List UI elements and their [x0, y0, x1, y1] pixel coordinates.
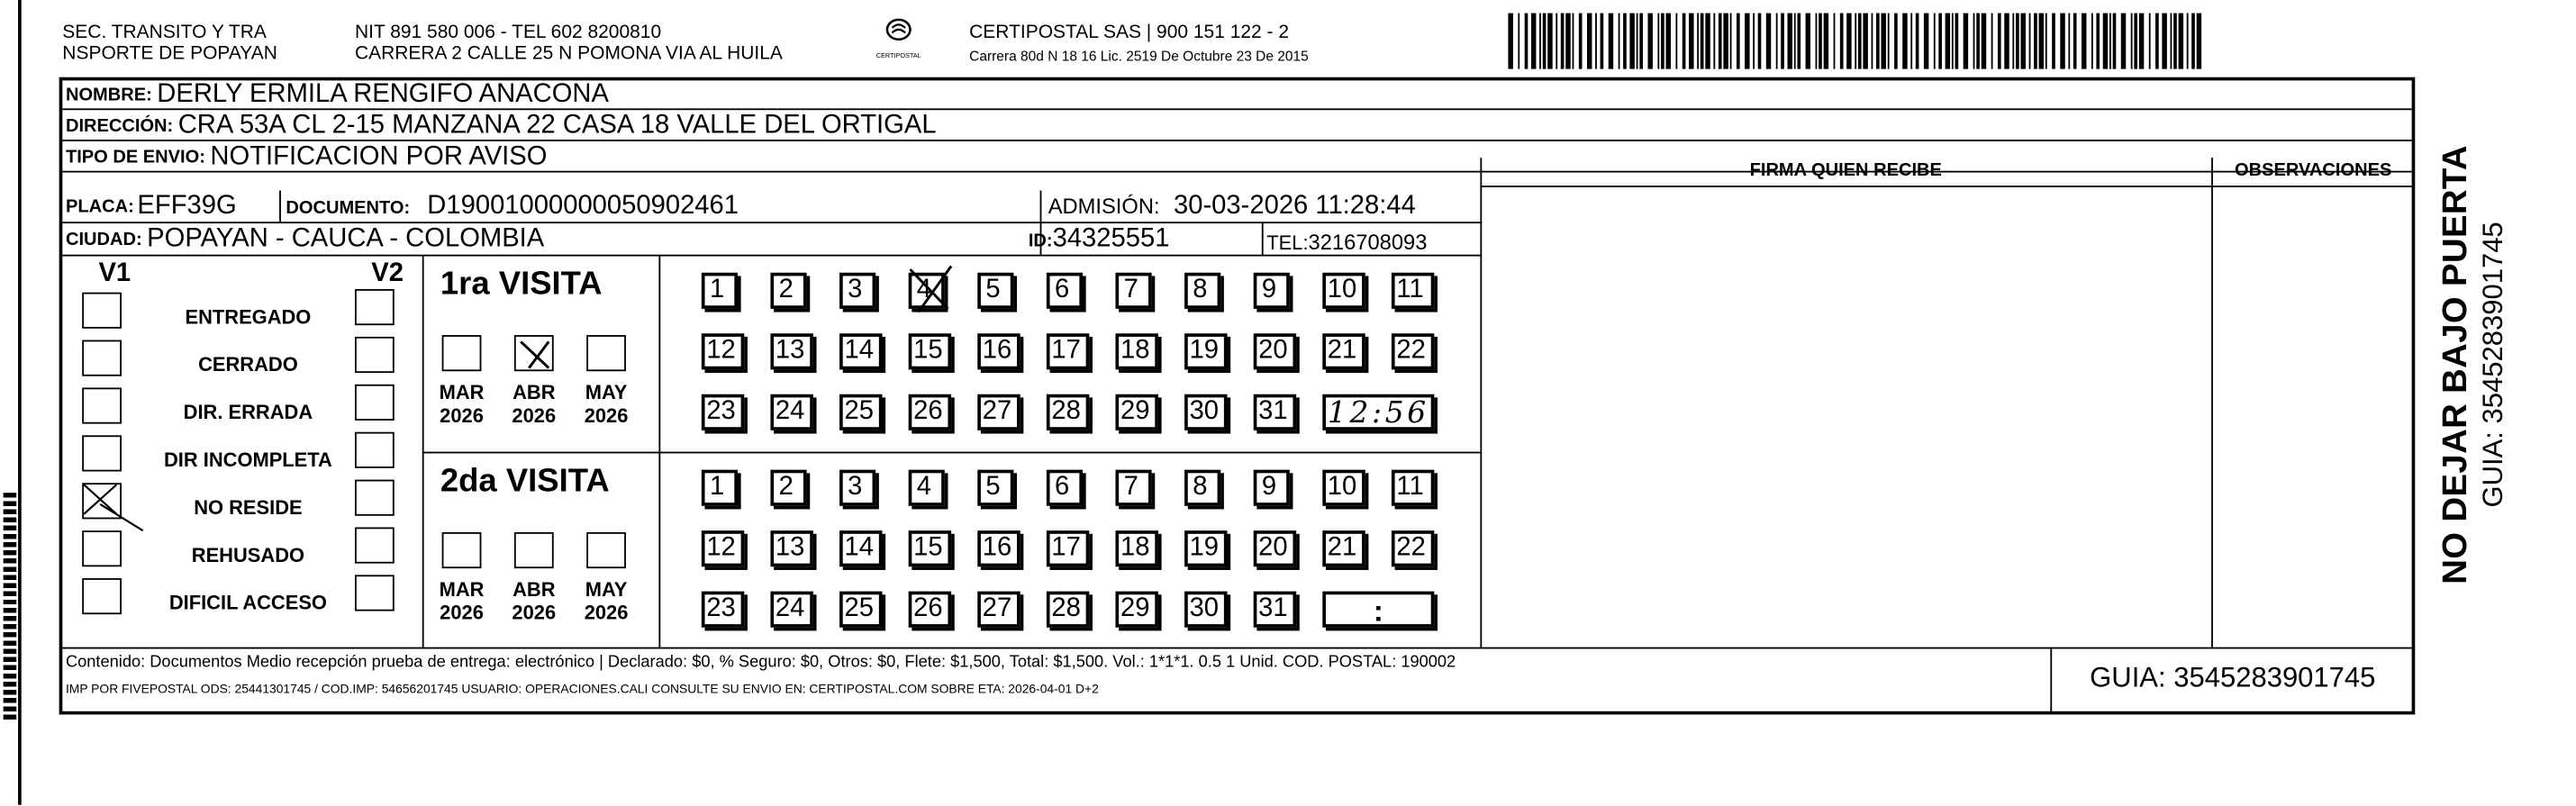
day-box[interactable]: 8: [1184, 470, 1220, 506]
barcode-bar: [2082, 14, 2086, 69]
month-name: MAY: [585, 578, 628, 602]
barcode-bar: [1619, 14, 1620, 69]
barcode-bar: [1976, 14, 1980, 69]
id-cell: [1029, 225, 1170, 255]
barcode-bar: [1508, 14, 1512, 69]
barcode-bar: [1609, 14, 1613, 69]
day-box[interactable]: 15: [909, 333, 951, 369]
barcode-bar: [1629, 14, 1634, 69]
direccion-row: [62, 112, 2411, 141]
status-label: DIFICIL ACCESO: [168, 591, 327, 615]
tel-divider: [1262, 223, 1264, 256]
admision-value: 30-03-2026 11:28:44: [1173, 192, 1416, 221]
barcode-bar: [1745, 14, 1749, 69]
status-v1-checkbox[interactable]: [82, 340, 122, 376]
barcode-bar: [2179, 14, 2183, 69]
day-box[interactable]: 14: [839, 530, 882, 566]
barcode-bar: [2039, 14, 2044, 69]
status-v1-checkbox[interactable]: [82, 387, 122, 423]
day-box[interactable]: 30: [1184, 592, 1227, 628]
month-year: 2026: [440, 403, 484, 428]
day-box[interactable]: 25: [839, 592, 882, 628]
day-box[interactable]: 12: [702, 530, 744, 566]
day-box[interactable]: 17: [1047, 530, 1089, 566]
status-v2-checkbox[interactable]: [355, 480, 395, 516]
status-label: DIR INCOMPLETA: [163, 448, 332, 472]
barcode-bar: [1819, 14, 1822, 69]
status-label: ENTREGADO: [185, 305, 312, 329]
status-v2-checkbox[interactable]: [355, 528, 395, 564]
day-box[interactable]: 20: [1254, 530, 1296, 566]
barcode-bar: [1840, 14, 1844, 69]
firma-header: FIRMA QUIEN RECIBE: [1749, 160, 1942, 181]
barcode-bar: [2029, 14, 2031, 69]
status-v2-checkbox[interactable]: [355, 432, 395, 468]
day-box[interactable]: 27: [977, 592, 1020, 628]
id-label: ID:: [1028, 231, 1053, 252]
day-box[interactable]: 24: [770, 592, 812, 628]
barcode-bar: [1881, 14, 1885, 69]
day-box[interactable]: 28: [1047, 592, 1089, 628]
barcode-bar: [1797, 14, 1800, 69]
month-checkbox[interactable]: [514, 335, 554, 371]
footer-divider: [60, 648, 2413, 649]
barcode-bar: [1788, 14, 1792, 69]
status-label: NO RESIDE: [194, 495, 303, 520]
status-v1-checkbox[interactable]: [82, 293, 122, 329]
barcode-bar: [1719, 14, 1722, 69]
barcode-bar: [2187, 14, 2189, 69]
barcode-bar: [1556, 14, 1557, 69]
day-box[interactable]: 1: [702, 273, 738, 309]
day-box[interactable]: 17: [1047, 333, 1089, 369]
logo-emblem-icon: [884, 16, 913, 42]
barcode-bar: [1991, 14, 1993, 69]
barcode-bar: [1730, 14, 1732, 69]
day-box[interactable]: 7: [1115, 273, 1151, 309]
nombre-value: DERLY ERMILA RENGIFO ANACONA: [157, 79, 609, 108]
barcode-bar: [1872, 14, 1873, 69]
barcode-bar: [1902, 14, 1907, 69]
barcode-bar: [1946, 14, 1950, 69]
month-year: 2026: [440, 601, 484, 625]
barcode-bar: [1806, 14, 1810, 69]
day-box[interactable]: 4: [909, 470, 945, 506]
day-box[interactable]: 28: [1047, 394, 1089, 430]
footer-line1: Contenido: Documentos Medio recepción prueba de entrega: electrónico | Declarado: $0, % Seguro: $0, Otros: $0, Flete: $1,500, Total: $1,500. Vol.: 1*1*1. 0.5 1 Unid. COD. POSTAL: 190002: [65, 653, 1456, 673]
barcode-bar: [2121, 14, 2126, 69]
month-year: 2026: [512, 403, 557, 428]
address-line: CARRERA 2 CALLE 25 N POMONA VIA AL HUILA: [354, 44, 783, 65]
barcode-bar: [2060, 14, 2064, 69]
admision-divider: [1040, 191, 1042, 257]
day-box[interactable]: 30: [1184, 394, 1227, 430]
v1-label: V1: [98, 259, 132, 288]
barcode-bar: [2073, 14, 2077, 69]
status-v1-checkbox[interactable]: [82, 578, 122, 614]
placa-value: EFF39G: [137, 191, 237, 220]
barcode-bar: [1713, 14, 1715, 69]
day-box[interactable]: 26: [909, 394, 951, 430]
barcode-bar: [1910, 14, 1912, 69]
barcode-bar: [1661, 14, 1664, 69]
barcode-bar: [1723, 14, 1728, 69]
barcode-bar: [2034, 14, 2037, 69]
status-v1-checkbox[interactable]: [82, 530, 122, 566]
barcode-bar: [2045, 14, 2047, 69]
day-box[interactable]: 15: [909, 530, 951, 566]
barcode-bar: [1587, 14, 1592, 69]
barcode-bar: [2103, 14, 2108, 69]
documento-cell: [286, 192, 739, 222]
nit-line: NIT 891 580 006 - TEL 602 8200810: [354, 23, 662, 43]
month-name: MAY: [585, 381, 628, 404]
ciudad-label: CIUDAD:: [65, 229, 142, 249]
day-box[interactable]: 23: [702, 592, 744, 628]
side-guia: GUIA: 3545283901745: [2477, 222, 2509, 508]
barcode-bar: [1518, 14, 1519, 69]
barcode-bar: [2068, 14, 2070, 69]
footer-line2: IMP POR FIVEPOSTAL ODS: 25441301745 / COD.IMP: 54656201745 USUARIO: OPERACIONES.CALI CONSULTE SU ENVIO EN: CERTIPOSTAL.COM SOBRE ETA: 2026-04-01 D+2: [65, 681, 1099, 697]
barcode-bar: [1824, 14, 1828, 69]
status-v2-checkbox[interactable]: [355, 337, 395, 373]
day-box[interactable]: 21: [1322, 333, 1365, 369]
month-label: [435, 381, 487, 427]
day-box[interactable]: 8: [1184, 273, 1220, 309]
month-checkbox[interactable]: [514, 532, 554, 568]
barcode-bar: [1547, 14, 1552, 69]
barcode-bar: [1595, 14, 1597, 69]
barcode-bar: [1705, 14, 1710, 69]
tipo-label: TIPO DE ENVIO:: [65, 147, 205, 168]
month-checkbox[interactable]: [442, 532, 482, 568]
ciudad-value: POPAYAN - CAUCA - COLOMBIA: [147, 223, 545, 252]
observaciones-header: OBSERVACIONES: [2235, 160, 2392, 181]
status-v2-checkbox[interactable]: [355, 289, 395, 325]
barcode-bar: [1846, 14, 1851, 69]
tipo-value: NOTIFICACION POR AVISO: [210, 141, 548, 170]
carrier-subline: Carrera 80d N 18 16 Lic. 2519 De Octubre 23 De 2015: [969, 47, 1309, 65]
barcode-bar: [1855, 14, 1856, 69]
time-box[interactable]: :: [1322, 592, 1434, 628]
day-box[interactable]: 27: [977, 394, 1020, 430]
month-year: 2026: [584, 601, 629, 625]
barcode-bar: [1683, 14, 1686, 69]
day-box[interactable]: 9: [1254, 470, 1290, 506]
month-name: MAR: [439, 578, 485, 602]
barcode-bar: [1916, 14, 1919, 69]
tel-value: 3216708093: [1308, 230, 1428, 255]
day-box[interactable]: 19: [1184, 530, 1227, 566]
barcode-bar: [2021, 14, 2026, 69]
barcode-bar: [2016, 14, 2019, 69]
day-box[interactable]: 6: [1047, 273, 1083, 309]
barcode-bar: [1531, 14, 1536, 69]
barcode-bar: [1561, 14, 1565, 69]
day-box[interactable]: 16: [977, 333, 1020, 369]
month-name: ABR: [512, 578, 556, 602]
day-box[interactable]: 12: [702, 333, 744, 369]
barcode-bar: [1794, 14, 1796, 69]
barcode-bar: [1924, 14, 1928, 69]
barcode-bar: [1701, 14, 1704, 69]
barcode-bar: [2191, 14, 2195, 69]
barcode-bar: [2096, 14, 2100, 69]
barcode-bar: [1952, 14, 1954, 69]
barcode-bar: [1666, 14, 1671, 69]
barcode-bar: [2139, 14, 2144, 69]
status-label: DIR. ERRADA: [183, 401, 313, 424]
status-label: REHUSADO: [191, 543, 305, 567]
day-box[interactable]: 14: [839, 333, 882, 369]
placa-label: PLACA:: [65, 195, 134, 216]
day-box[interactable]: 4: [909, 273, 945, 309]
tel-cell: [1266, 229, 1427, 258]
month-checkbox[interactable]: [442, 335, 482, 371]
month-label: [508, 381, 560, 427]
barcode-bar: [1834, 14, 1836, 69]
nombre-label: NOMBRE:: [65, 84, 152, 104]
month-label: [508, 578, 560, 624]
barcode-bar: [1697, 14, 1699, 69]
documento-value: D19001000000050902461: [427, 192, 739, 221]
barcode-bar: [1776, 14, 1778, 69]
logo-text: CERTIPOSTAL: [875, 50, 921, 59]
day-box[interactable]: 18: [1115, 333, 1157, 369]
barcode-bar: [1816, 14, 1818, 69]
barcode-bar: [2052, 14, 2055, 69]
barcode-bar: [1982, 14, 1986, 69]
day-box[interactable]: 20: [1254, 333, 1296, 369]
day-box[interactable]: 11: [1392, 273, 1434, 309]
day-box[interactable]: 5: [977, 273, 1013, 309]
v2-label: V2: [371, 259, 404, 288]
firma-header-line: [1480, 186, 2413, 187]
status-v1-checkbox[interactable]: [82, 483, 122, 519]
day-box[interactable]: 21: [1322, 530, 1365, 566]
barcode-bar: [1565, 14, 1570, 69]
month-name: ABR: [512, 381, 556, 404]
org-name-line1: SEC. TRANSITO Y TRA: [62, 23, 267, 43]
day-box[interactable]: 31: [1254, 592, 1296, 628]
admision-cell: [1048, 192, 1416, 222]
day-box[interactable]: 2: [770, 470, 806, 506]
day-box[interactable]: 26: [909, 592, 951, 628]
month-checkbox[interactable]: [586, 532, 626, 568]
day-box[interactable]: 22: [1392, 530, 1434, 566]
barcode-bar: [1758, 14, 1762, 69]
month-name: MAR: [439, 381, 485, 404]
day-box[interactable]: 9: [1254, 273, 1290, 309]
day-box[interactable]: 11: [1392, 470, 1434, 506]
status-v1-checkbox[interactable]: [82, 435, 122, 471]
day-box[interactable]: 13: [770, 530, 812, 566]
placa-divider: [279, 191, 281, 223]
day-box[interactable]: 1: [702, 470, 738, 506]
day-box[interactable]: 3: [839, 470, 875, 506]
day-box[interactable]: 31: [1254, 394, 1296, 430]
barcode-bar: [2004, 14, 2009, 69]
status-v2-checkbox[interactable]: [355, 575, 395, 611]
day-box[interactable]: 19: [1184, 333, 1227, 369]
barcode-bar: [1894, 14, 1898, 69]
barcode-bar: [1753, 14, 1755, 69]
barcode-bar: [1876, 14, 1880, 69]
org-name-line2: NSPORTE DE POPAYAN: [62, 44, 277, 65]
documento-label: DOCUMENTO:: [286, 198, 411, 219]
barcode-bar: [1657, 14, 1659, 69]
status-label: CERRADO: [198, 353, 298, 376]
barcode-bar: [1539, 14, 1541, 69]
id-value: 34325551: [1052, 224, 1170, 253]
barcode-bar: [1863, 14, 1867, 69]
barcode-bar: [1647, 14, 1652, 69]
month-year: 2026: [584, 403, 629, 428]
day-box[interactable]: 25: [839, 394, 882, 430]
carrier-line: CERTIPOSTAL SAS | 900 151 122 - 2: [969, 23, 1290, 43]
day-box[interactable]: 3: [839, 273, 875, 309]
footer-guia: GUIA: 3545283901745: [2090, 662, 2376, 693]
barcode-bar: [1689, 14, 1693, 69]
barcode-bar: [1573, 14, 1574, 69]
barcode-bar: [1637, 14, 1638, 69]
barcode-bar: [2149, 14, 2151, 69]
day-box[interactable]: 16: [977, 530, 1020, 566]
day-box[interactable]: 22: [1392, 333, 1434, 369]
day-box[interactable]: 5: [977, 470, 1013, 506]
observaciones-divider: [2211, 158, 2213, 648]
barcode-bar: [1675, 14, 1677, 69]
day-box[interactable]: 13: [770, 333, 812, 369]
barcode-bar: [2091, 14, 2093, 69]
day-box[interactable]: 29: [1115, 394, 1157, 430]
barcode-bar: [1766, 14, 1771, 69]
day-box[interactable]: 10: [1322, 470, 1365, 506]
direccion-label: DIRECCIÓN:: [65, 115, 174, 136]
status-v2-checkbox[interactable]: [355, 385, 395, 421]
day-box[interactable]: 10: [1322, 273, 1365, 309]
barcode: [1508, 14, 2206, 69]
barcode-bar: [1579, 14, 1583, 69]
barcode-bar: [1934, 14, 1936, 69]
day-box[interactable]: 6: [1047, 470, 1083, 506]
barcode-bar: [2109, 14, 2111, 69]
barcode-bar: [2113, 14, 2117, 69]
month-checkbox[interactable]: [586, 335, 626, 371]
side-warning: NO DEJAR BAJO PUERTA: [2435, 145, 2474, 584]
visit-divider: [422, 452, 1481, 454]
barcode-bar: [1964, 14, 1968, 69]
carrier-logo: [866, 16, 931, 66]
nombre-row: [62, 80, 2411, 110]
month-label: [435, 578, 487, 624]
left-edge-line: [18, 0, 22, 805]
tel-label: TEL:: [1266, 231, 1309, 255]
barcode-bar: [1858, 14, 1862, 69]
month-label: [580, 381, 632, 427]
month-label: [580, 578, 632, 624]
barcode-bar: [1525, 14, 1528, 69]
barcode-bar: [2173, 14, 2177, 69]
barcode-bar: [1639, 14, 1643, 69]
first-visit-title: 1ra VISITA: [440, 266, 603, 303]
barcode-bar: [2162, 14, 2166, 69]
day-box[interactable]: 29: [1115, 592, 1157, 628]
barcode-bar: [1623, 14, 1627, 69]
barcode-bar: [2171, 14, 2172, 69]
barcode-bar: [1955, 14, 1959, 69]
barcode-bar: [1973, 14, 1975, 69]
barcode-bar: [2155, 14, 2159, 69]
barcode-bar: [1998, 14, 2001, 69]
barcode-bar: [1781, 14, 1784, 69]
left-edge-barcode: [4, 493, 17, 722]
barcode-bar: [2197, 14, 2201, 69]
firma-divider: [1480, 158, 1482, 648]
barcode-bar: [1737, 14, 1740, 69]
admision-label: ADMISIÓN:: [1048, 194, 1160, 219]
barcode-bar: [1888, 14, 1890, 69]
barcode-bar: [1601, 14, 1604, 69]
time-box[interactable]: 12:56: [1322, 394, 1434, 430]
barcode-bar: [2012, 14, 2014, 69]
check-mark-icon: [909, 266, 965, 318]
barcode-bar: [2134, 14, 2137, 69]
day-box[interactable]: 18: [1115, 530, 1157, 566]
day-box[interactable]: 7: [1115, 470, 1151, 506]
barcode-bar: [1938, 14, 1942, 69]
direccion-value: CRA 53A CL 2-15 MANZANA 22 CASA 18 VALLE DEL ORTIGAL: [177, 111, 937, 140]
day-box[interactable]: 23: [702, 394, 744, 430]
month-year: 2026: [512, 601, 557, 625]
check-mark-icon: [516, 337, 556, 373]
barcode-bar: [2131, 14, 2133, 69]
day-box[interactable]: 2: [770, 273, 806, 309]
barcode-bar: [1543, 14, 1547, 69]
day-box[interactable]: 24: [770, 394, 812, 430]
second-visit-title: 2da VISITA: [440, 463, 610, 500]
